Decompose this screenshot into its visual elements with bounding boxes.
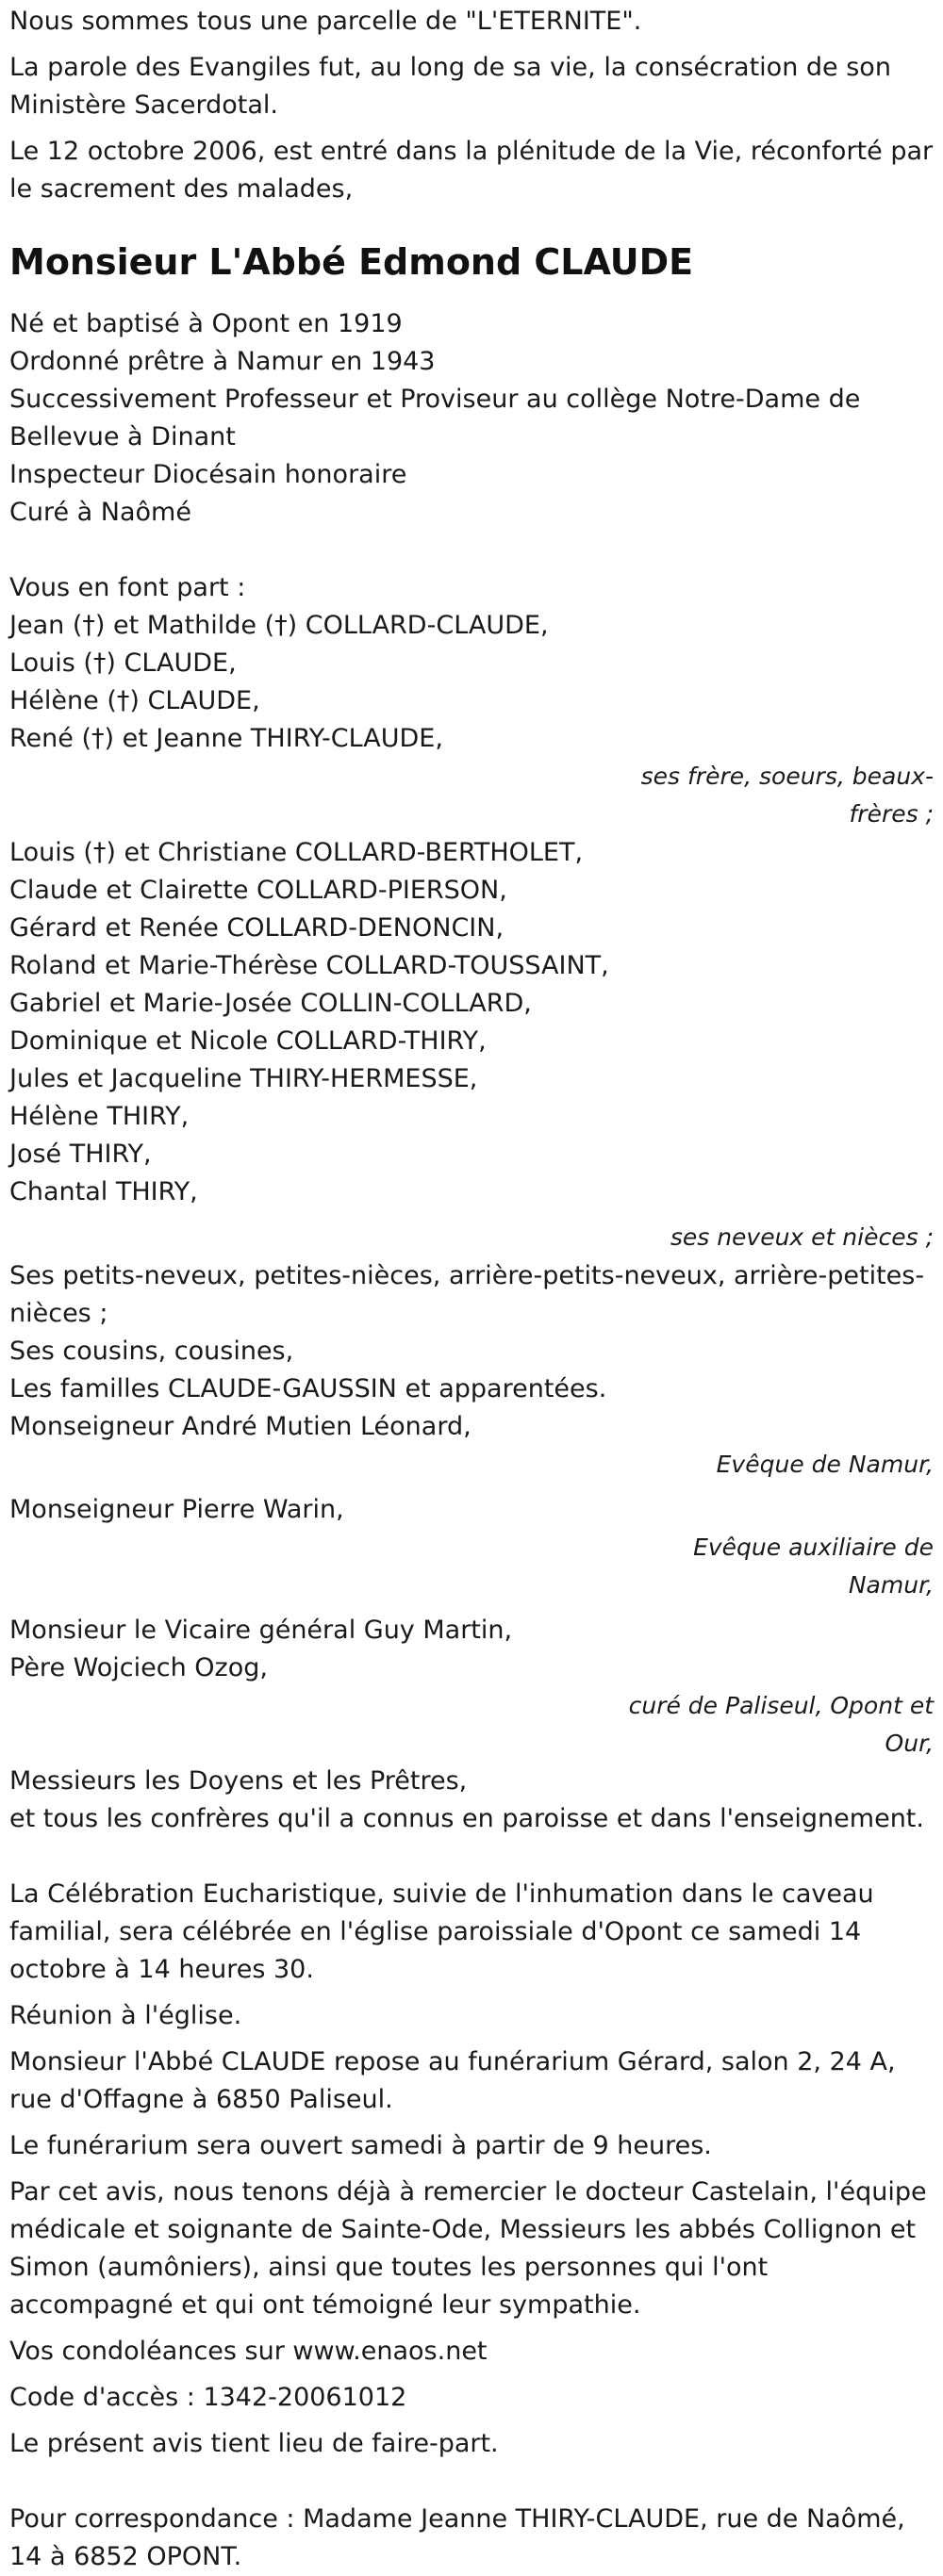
bio-line: Ordonné prêtre à Namur en 1943 [9,347,436,376]
siblings-relation: ses frère, soeurs, beaux-frères ; [640,763,934,828]
cousins-line: Ses cousins, cousines, [9,1337,294,1366]
reunion-info: Réunion à l'église. [9,2001,242,2030]
sibling-line: Hélène (†) CLAUDE, [9,686,260,715]
sibling-line: Louis (†) CLAUDE, [9,648,237,678]
ceremony-details [9,1876,934,2576]
nephews-relation: ses neveux et nièces ; [670,1223,934,1251]
opening-info: Le funérarium sera ouvert samedi à partir de 9 heures. [9,2131,712,2160]
nephew-line: Dominique et Nicole COLLARD-THIRY, [9,1026,487,1056]
deceased-name: Monsieur L'Abbé Edmond CLAUDE [9,241,694,283]
access-code: Code d'accès : 1342-20061012 [9,2383,407,2412]
nephew-line: Jules et Jacqueline THIRY-HERMESSE, [9,1064,478,1093]
thanks-info: Par cet avis, nous tenons déjà à remercier le docteur Castelain, l'équipe médicale et soignante de Sainte-Ode, Messieurs les abbés Collignon et Simon (aumôniers), ainsi que toutes les personnes qui l'ont accompagné et qui ont témoigné leur sympathie. [9,2177,927,2320]
clergy-title: curé de Paliseul, Opont et Our, [628,1692,934,1757]
clergy-name: Monseigneur André Mutien Léonard, [9,1412,472,1441]
nephew-line: Hélène THIRY, [9,1102,190,1131]
clergy-title: Evêque auxiliaire de Namur, [693,1534,934,1599]
nephew-line: Louis (†) et Christiane COLLARD-BERTHOLET, [9,838,584,867]
notice-info: Le présent avis tient lieu de faire-part. [9,2429,499,2458]
intro-gospel: La parole des Evangiles fut, au long de sa vie, la consécration de son Ministère Sacerdotal. [9,53,891,120]
nephew-line: Gérard et Renée COLLARD-DENONCIN, [9,913,505,943]
intro-death-date: Le 12 octobre 2006, est entré dans la plénitude de la Vie, réconforté par le sacrement des malades, [9,137,934,204]
clergy-name: Père Wojciech Ozog, [9,1653,268,1682]
grand-nephews-line: Ses petits-neveux, petites-nièces, arrière-petits-neveux, arrière-petites-nièces ; [9,1261,925,1328]
clergy-line: Messieurs les Doyens et les Prêtres, [9,1766,468,1796]
correspondence-info: Pour correspondance : Madame Jeanne THIRY-CLAUDE, rue de Naômé, 14 à 6852 OPONT. [9,2504,905,2571]
obituary-notice [0,3,943,2576]
intro-quote: Nous sommes tous une parcelle de "L'ETERNITE". [9,7,642,36]
nephew-line: Claude et Clairette COLLARD-PIERSON, [9,876,507,905]
bio-line: Né et baptisé à Opont en 1919 [9,309,403,338]
bio-line: Curé à Naômé [9,498,191,527]
confreres-line: et tous les confrères qu'il a connus en paroisse et dans l'enseignement. [9,1804,924,1833]
nephew-line: Gabriel et Marie-Josée COLLIN-COLLARD, [9,989,532,1018]
bio-line: Inspecteur Diocésain honoraire [9,460,407,489]
nephew-line: Chantal THIRY, [9,1177,198,1206]
sibling-line: Jean (†) et Mathilde (†) COLLARD-CLAUDE, [9,611,549,640]
celebration-info: La Célébration Eucharistique, suivie de l'inhumation dans le caveau familial, sera célébrée en l'église paroissiale d'Opont ce samedi 14 octobre à 14 heures 30. [9,1879,874,1984]
condolences-info: Vos condoléances sur www.enaos.net [9,2337,488,2366]
sibling-line: René (†) et Jeanne THIRY-CLAUDE, [9,724,443,753]
clergy-name: Monseigneur Pierre Warin, [9,1495,344,1524]
announcement-intro: Vous en font part : [9,573,246,602]
nephew-line: Roland et Marie-Thérèse COLLARD-TOUSSAINT, [9,951,609,980]
funerarium-info: Monsieur l'Abbé CLAUDE repose au funérarium Gérard, salon 2, 24 A, rue d'Offagne à 6850 Paliseul. [9,2047,896,2114]
biography [9,305,934,532]
clergy-name: Monsieur le Vicaire général Guy Martin, [9,1616,513,1645]
clergy-title: Evêque de Namur, [716,1451,934,1478]
nephew-line: José THIRY, [9,1140,152,1169]
family-announcement [9,569,934,1838]
bio-line: Successivement Professeur et Proviseur au collège Notre-Dame de Bellevue à Dinant [9,385,861,451]
families-line: Les familles CLAUDE-GAUSSIN et apparentées. [9,1374,607,1403]
